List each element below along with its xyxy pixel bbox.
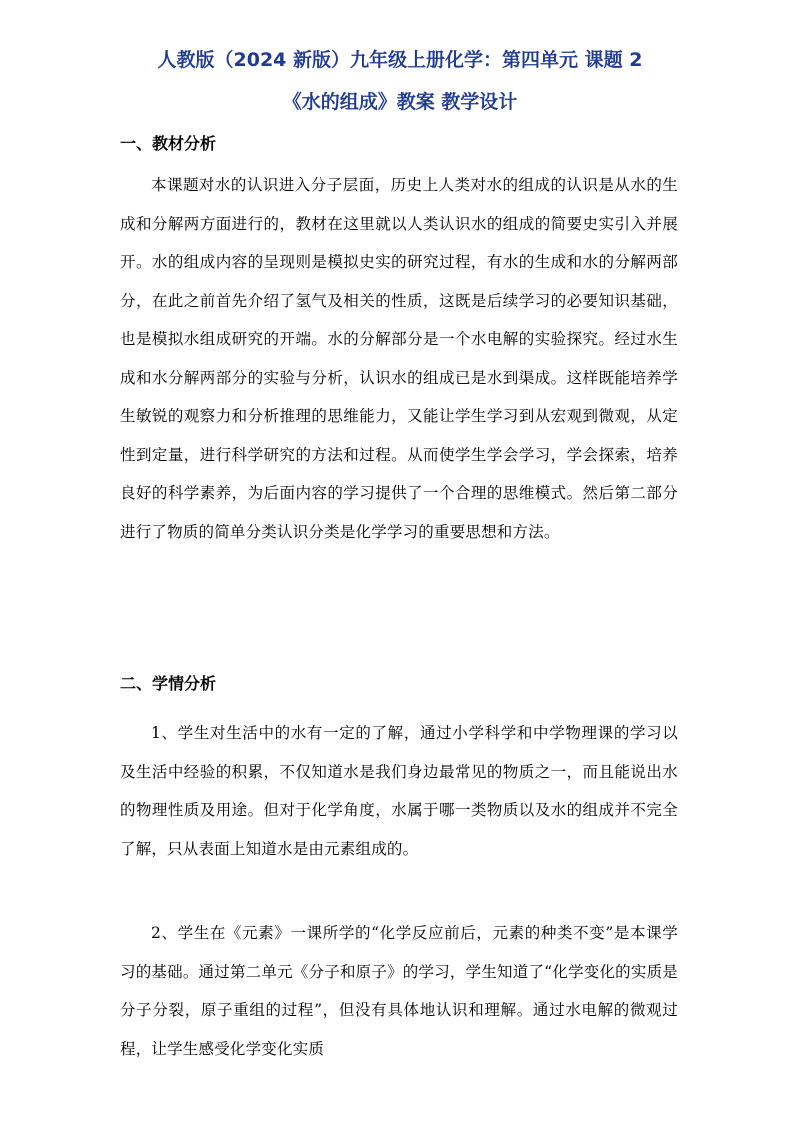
- section-heading-student-analysis: 二、学情分析: [120, 674, 217, 693]
- paragraph-student-analysis-1: 1、学生对生活中的水有一定的了解，通过小学科学和中学物理课的学习以及生活中经验的积累，不仅知道水是我们身边最常见的物质之一，而且能说出水的物理性质及用途。但对于化学角度，水属于哪一类物质以及水的组成并不完全了解，只从表面上知道水是由元素组成的。: [120, 724, 678, 858]
- document-title-line-2: 《水的组成》教案 教学设计: [282, 91, 518, 113]
- document-title-line-1: 人教版（2024 新版）九年级上册化学：第四单元 课题 2: [157, 49, 643, 71]
- paragraph-textbook-analysis: 本课题对水的认识进入分子层面，历史上人类对水的组成的认识是从水的生成和分解两方面进行的，教材在这里就以人类认识水的组成的简要史实引入并展开。水的组成内容的呈现则是模拟史实的研究过程，有水的生成和水的分解两部分，在此之前首先介绍了氢气及相关的性质，这既是后续学习的必要知识基础，也是模拟水组成研究的开端。水的分解部分是一个水电解的实验探究。经过水生成和水分解两部分的实验与分析，认识水的组成已是水到渠成。这样既能培养学生敏锐的观察力和分析推理的思维能力，又能让学生学习到从宏观到微观，从定性到定量，进行科学研究的方法和过程。从而使学生学会学习，学会探索，培养良好的科学素养，为后面内容的学习提供了一个合理的思维模式。然后第二部分进行了物质的简单分类认识分类是化学学习的重要思想和方法。: [120, 176, 678, 541]
- section-heading-textbook-analysis: 一、教材分析: [120, 134, 217, 153]
- paragraph-student-analysis-2: 2、学生在《元素》一课所学的“化学反应前后，元素的种类不变”是本课学习的基础。通过第二单元《分子和原子》的学习，学生知道了“化学变化的实质是分子分裂，原子重组的过程”，但没有具体地认识和理解。通过水电解的微观过程，让学生感受化学变化实质: [120, 924, 678, 1058]
